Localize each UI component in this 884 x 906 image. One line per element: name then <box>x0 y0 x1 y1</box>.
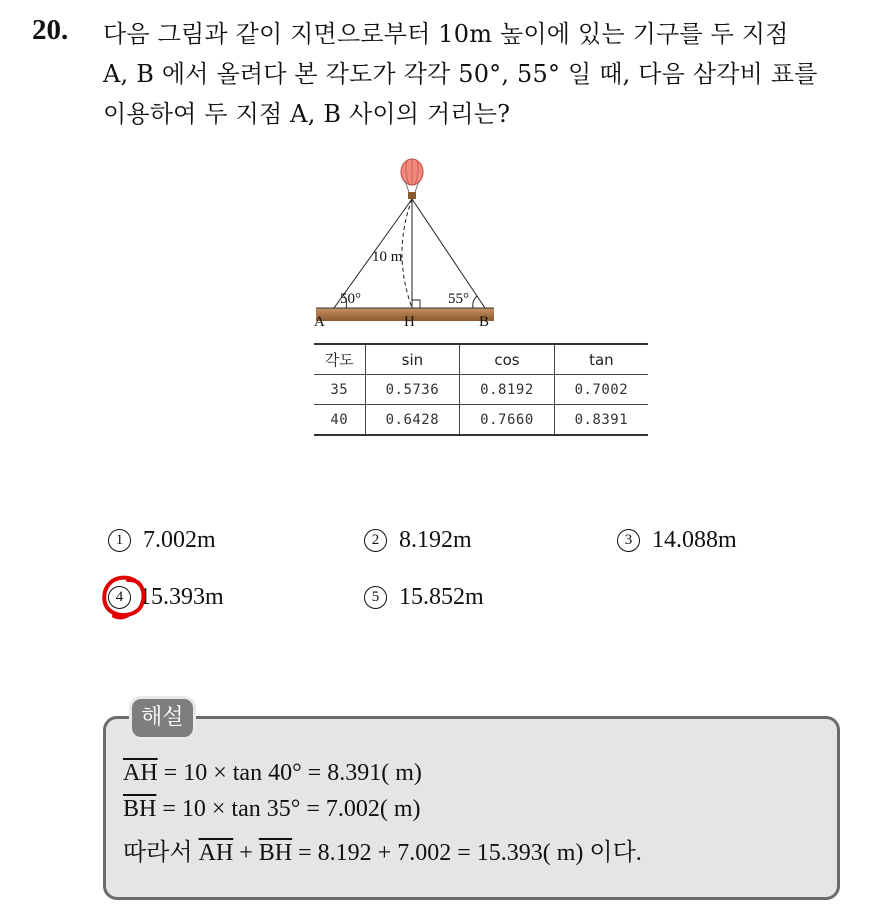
table-cell: 0.7660 <box>460 405 555 436</box>
table-cell: 0.7002 <box>554 375 648 405</box>
answer-circle-mark <box>98 571 152 621</box>
table-cell: 40 <box>330 411 349 428</box>
question-text-line-3: 이용하여 두 지점 A, B 사이의 거리는? <box>103 100 511 128</box>
question-number: 20. <box>32 14 69 46</box>
choice-number: 2 <box>364 529 387 552</box>
segment-ah: $\overline{AH}$ <box>123 760 158 786</box>
table-header-row <box>314 344 648 375</box>
solution-line-1 <box>123 760 422 787</box>
solution-line-3 <box>123 832 642 867</box>
solution-label: 해설 <box>129 696 196 740</box>
choice-number: 1 <box>108 529 131 552</box>
table-header-tan: tan <box>554 344 648 375</box>
point-h-label: H <box>404 314 415 330</box>
right-angle-mark <box>412 300 420 308</box>
angle-b-label: 55° <box>448 291 469 307</box>
trig-table <box>314 343 648 436</box>
choice-text: 8.192m <box>399 527 472 553</box>
table-header-sin: sin <box>365 344 460 375</box>
solution-equation-1: = 10 × tan 40° = 8.391( m) <box>157 760 422 786</box>
table-cell: 0.8192 <box>460 375 555 405</box>
table-row <box>314 405 648 436</box>
segment-ah: $\overline{AH}$ <box>198 840 234 866</box>
height-brace <box>402 199 412 308</box>
segment-bh: $\overline{BH}$ <box>123 796 157 822</box>
choice-number: 3 <box>617 529 640 552</box>
table-row <box>314 375 648 405</box>
height-label: 10 m <box>372 249 403 265</box>
table-header-angle: 각도 <box>324 351 354 369</box>
choice-text: 15.852m <box>399 584 484 610</box>
point-b-label: B <box>479 314 490 330</box>
plus-sign: + <box>233 840 259 866</box>
choice-5[interactable] <box>364 584 484 611</box>
choice-2[interactable] <box>364 527 472 554</box>
hot-air-balloon-icon <box>401 159 423 199</box>
table-header-cos: cos <box>460 344 555 375</box>
segment-bh: $\overline{BH}$ <box>258 840 293 866</box>
table-cell: 0.6428 <box>365 405 460 436</box>
solution-line-2 <box>123 796 421 823</box>
choice-number: 4 <box>108 586 131 609</box>
choice-text: 15.393m <box>139 584 224 610</box>
angle-a-label: 50° <box>340 291 361 307</box>
choice-1[interactable] <box>108 527 216 554</box>
choice-text: 14.088m <box>652 527 737 553</box>
table-cell: 0.8391 <box>554 405 648 436</box>
table-cell: 0.5736 <box>365 375 460 405</box>
choice-3[interactable] <box>617 527 737 554</box>
solution-equation-3: = 8.192 + 7.002 = 15.393( m) 이다. <box>292 840 642 866</box>
solution-prefix: 따라서 <box>123 840 199 866</box>
balloon-figure <box>310 158 500 330</box>
question-text-line-2: A, B 에서 올려다 본 각도가 각각 50°, 55° 일 때, 다음 삼각비 표를 <box>103 60 818 88</box>
question-text-line-1: 다음 그림과 같이 지면으로부터 10m 높이에 있는 기구를 두 지점 <box>103 20 789 48</box>
solution-equation-2: = 10 × tan 35° = 7.002( m) <box>156 796 421 822</box>
point-a-label: A <box>314 314 325 330</box>
choice-text: 7.002m <box>143 527 216 553</box>
balloon-diagram <box>310 158 500 330</box>
choice-number: 5 <box>364 586 387 609</box>
table-cell: 35 <box>330 381 349 398</box>
